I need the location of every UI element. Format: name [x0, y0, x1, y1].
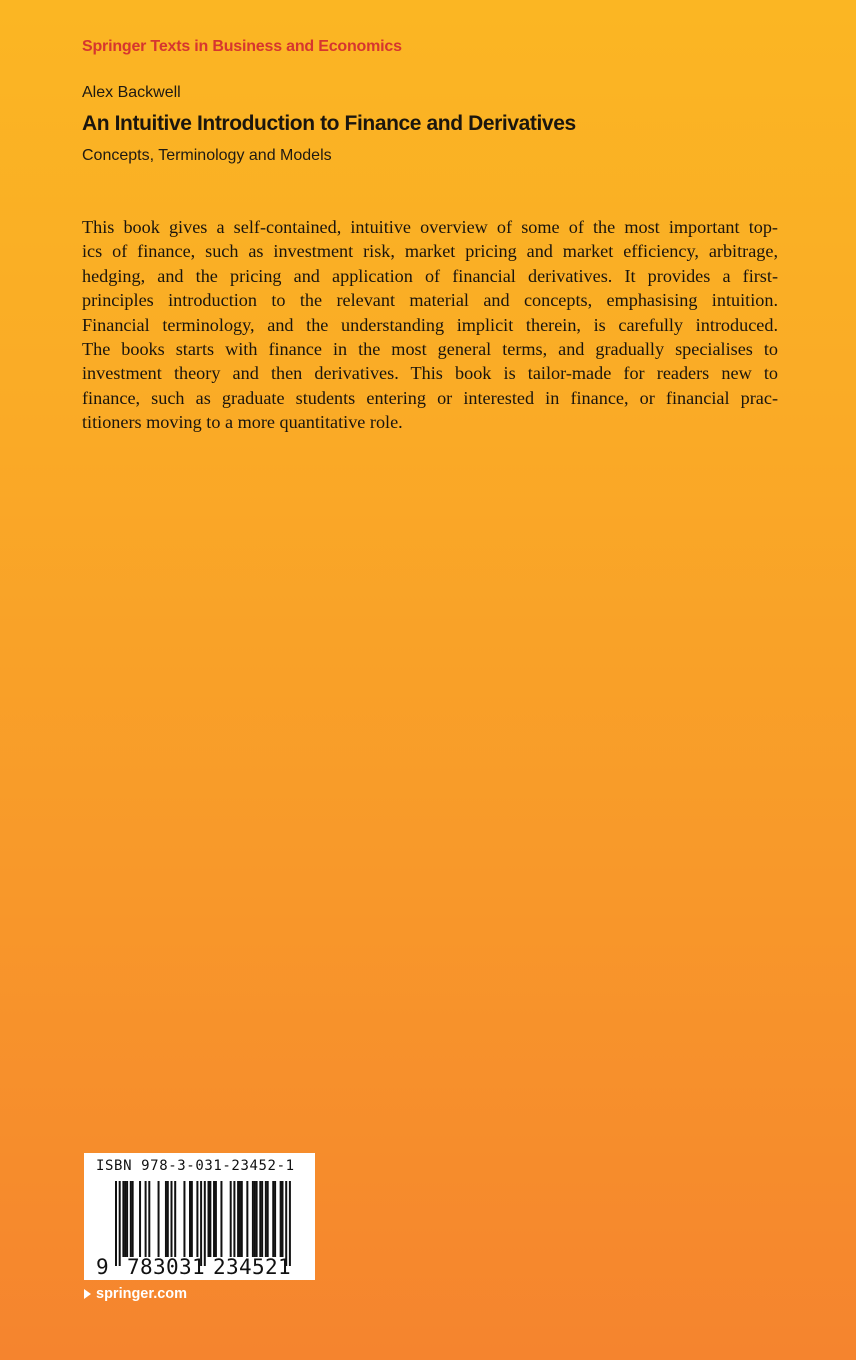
barcode-guard-bar: [285, 1181, 287, 1266]
barcode-guard-bar: [204, 1181, 206, 1266]
book-description: [82, 215, 778, 435]
barcode-bar: [259, 1181, 261, 1257]
barcode-bar: [171, 1181, 173, 1257]
barcode-digit: 1: [192, 1255, 205, 1279]
barcode-bar: [124, 1181, 126, 1257]
book-subtitle: Concepts, Terminology and Models: [82, 147, 332, 164]
isbn-barcode: [84, 1153, 315, 1280]
description-line: hedging, and the pricing and application of financial derivatives. It provides a first-: [82, 265, 778, 286]
barcode-digit: 4: [239, 1255, 252, 1279]
description-line: ics of finance, such as investment risk, market pricing and market efficiency, arbitrage,: [82, 241, 778, 262]
barcode-guard-bar: [289, 1181, 291, 1266]
barcode-bar: [209, 1181, 211, 1257]
description-line: finance, such as graduate students entering or interested in finance, or financial prac-: [82, 387, 778, 408]
barcode-bar: [274, 1181, 276, 1257]
barcode-bar: [122, 1181, 124, 1257]
barcode-bar: [282, 1181, 284, 1257]
barcode-digit: 8: [140, 1255, 153, 1279]
description-line: titioners moving to a more quantitative role.: [82, 412, 403, 433]
barcode-bar: [148, 1181, 150, 1257]
springer-website-link[interactable]: [84, 1286, 187, 1302]
description-line: investment theory and then derivatives. This book is tailor-made for readers new to: [82, 363, 778, 384]
barcode-digit: 9: [96, 1255, 109, 1279]
barcode-digit: 5: [252, 1255, 265, 1279]
barcode-bar: [220, 1181, 222, 1257]
barcode-bar: [267, 1181, 269, 1257]
barcode-bar: [158, 1181, 160, 1257]
barcode-digit: 1: [278, 1255, 291, 1279]
barcode-bar: [239, 1181, 241, 1257]
barcode-bar: [130, 1181, 132, 1257]
barcode-bar: [256, 1181, 258, 1257]
barcode-bar: [208, 1181, 210, 1257]
barcode-guard-bar: [200, 1181, 202, 1266]
barcode-bar: [145, 1181, 147, 1257]
description-line: The books starts with finance in the most general terms, and gradually specialises to: [82, 338, 778, 359]
barcode-digit: 2: [265, 1255, 278, 1279]
barcode-digits: [84, 1255, 315, 1279]
description-line: This book gives a self-contained, intuitive overview of some of the most important top-: [82, 217, 778, 237]
barcode-bar: [132, 1181, 134, 1257]
website-text: springer.com: [96, 1286, 188, 1302]
barcode-digit: 3: [226, 1255, 239, 1279]
description-line: Financial terminology, and the understanding implicit therein, is carefully introduced.: [82, 314, 778, 335]
barcode-guard-bar: [119, 1181, 121, 1266]
description-line: principles introduction to the relevant material and concepts, emphasising intuition.: [82, 290, 778, 311]
barcode-bar: [246, 1181, 248, 1257]
barcode-bar: [233, 1181, 235, 1257]
isbn-label: ISBN 978-3-031-23452-1: [96, 1158, 295, 1174]
barcode-bar: [241, 1181, 243, 1257]
barcode-bar: [196, 1181, 198, 1257]
triangle-right-icon: [84, 1289, 91, 1299]
barcode-bar: [272, 1181, 274, 1257]
barcode-guard-bar: [115, 1181, 117, 1266]
series-title: Springer Texts in Business and Economics: [82, 38, 402, 55]
barcode-bar: [191, 1181, 193, 1257]
barcode-bar: [237, 1181, 239, 1257]
barcode-bar: [265, 1181, 267, 1257]
barcode-bar: [165, 1181, 167, 1257]
barcode-bar: [167, 1181, 169, 1257]
author-name: Alex Backwell: [82, 84, 181, 101]
barcode-digit: 3: [179, 1255, 192, 1279]
barcode-bar: [213, 1181, 215, 1257]
barcode-bar: [254, 1181, 256, 1257]
barcode-bar: [280, 1181, 282, 1257]
barcode-bar: [189, 1181, 191, 1257]
barcode-bar: [261, 1181, 263, 1257]
book-title: An Intuitive Introduction to Finance and Derivatives: [82, 112, 576, 135]
barcode-bar: [174, 1181, 176, 1257]
barcode-digit: 0: [166, 1255, 179, 1279]
barcode-digit: 7: [127, 1255, 140, 1279]
barcode-digit: 2: [213, 1255, 226, 1279]
barcode-bar: [252, 1181, 254, 1257]
barcode-bar: [126, 1181, 128, 1257]
barcode-digit: 3: [153, 1255, 166, 1279]
barcode-bar: [230, 1181, 232, 1257]
barcode-bar: [183, 1181, 185, 1257]
barcode-bar: [139, 1181, 141, 1257]
barcode-bar: [215, 1181, 217, 1257]
